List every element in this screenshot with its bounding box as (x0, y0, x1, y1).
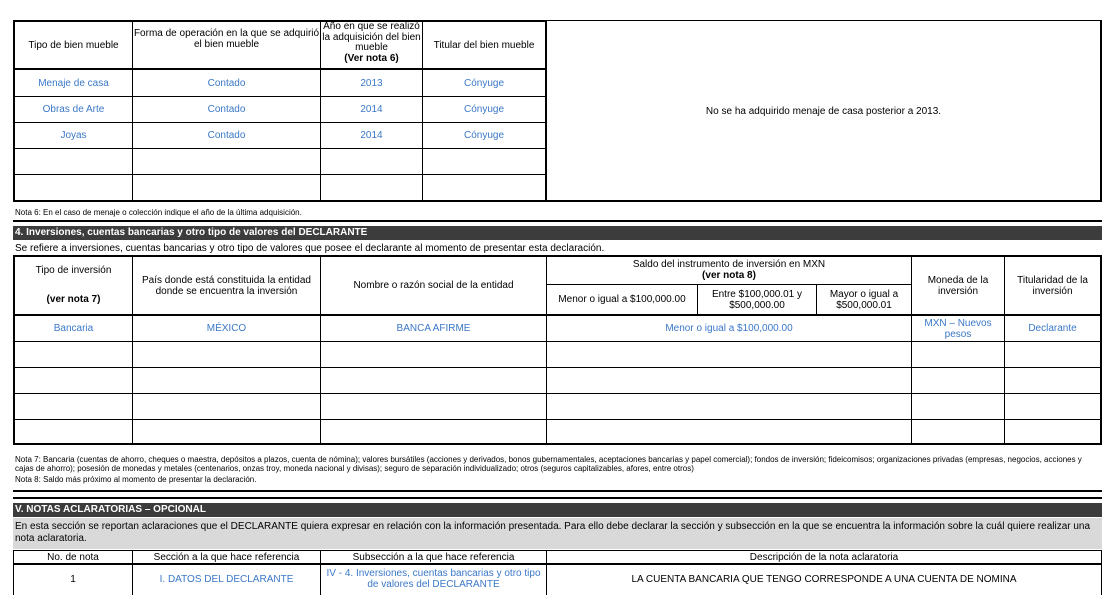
inversion-saldo: Menor o igual a $100,000.00 (665, 323, 793, 334)
nota-8: Nota 8: Saldo más próximo al momento de presentar la declaración. (15, 475, 257, 484)
header-nombre-entidad: Nombre o razón social de la entidad (353, 280, 514, 291)
inversion-moneda: MXN – Nuevos pesos (924, 317, 992, 340)
bien-row-1-tipo: Menaje de casa (38, 77, 109, 89)
bien-row-3-tipo: Joyas (60, 130, 87, 141)
header-saldo: Saldo del instrumento de inversión en MXN (ver nota 8) (632, 259, 826, 281)
bien-row-2-tipo: Obras de Arte (42, 104, 105, 115)
header-tipo-bien: Tipo de bien mueble (28, 39, 119, 51)
bien-row-3-forma: Contado (207, 130, 246, 141)
inversiones-description: Se refiere a inversiones, cuentas bancarias y otro tipo de valores que posee el declarante al momento de presentar esta declaración. (15, 243, 605, 254)
nota-descripcion: LA CUENTA BANCARIA QUE TENGO CORRESPONDE A UNA CUENTA DE NOMINA (631, 573, 1017, 585)
header-anio: Año en que se realizó la adquisición del bien mueble (Ver nota 6) (322, 21, 421, 64)
inversion-tipo: Bancaria (53, 323, 94, 334)
header-forma-operacion: Forma de operación en la que se adquirió el bien mueble (133, 28, 320, 50)
bien-row-2-forma: Contado (207, 104, 246, 115)
header-titularidad: Titularidad de la inversión (1017, 274, 1088, 297)
bien-row-3-titular: Cónyuge (463, 130, 505, 141)
bien-row-1-anio: 2013 (360, 77, 383, 89)
header-saldo-entre: Entre $100,000.01 y $500,000.00 (711, 288, 803, 311)
inversiones-section-title: 4. Inversiones, cuentas bancarias y otro tipo de valores del DECLARANTE (13, 226, 1102, 240)
nota-7: Nota 7: Bancaria (cuentas de ahorro, cheques o maestra, depósitos a plazos, cuenta de nómina); valores bursátiles (acciones y derivados, bonos gubernamentales, aceptaciones bancarias y papel comercial); fondos de inversión; fideicomisos; organizaciones privadas (empresas, negocios, acciones y cajas de ahorro); posesión de monedas y metales (centenarios, onzas troy, moneda nacional y divisas); seguro de separación individualizado; otros (seguros capitalizables, afores, entre otros) (15, 455, 1082, 473)
notas-section-title: V. NOTAS ACLARATORIAS – OPCIONAL (13, 503, 1102, 517)
notas-description: En esta sección se reportan aclaraciones que el DECLARANTE quiera expresar en relación con la información presentada. Para ello debe declarar la sección y subsección en la que se encuentra la información sobre la cuál quiere realizar una nota aclaratoria. (13, 518, 1102, 549)
header-subseccion: Subsección a la que hace referencia (352, 551, 515, 563)
nota-subseccion: IV - 4. Inversiones, cuentas bancarias y otro tipo de valores del DECLARANTE (326, 568, 541, 590)
inversion-nombre: BANCA AFIRME (396, 323, 471, 334)
bien-row-3-anio: 2014 (360, 130, 383, 141)
header-moneda: Moneda de la inversión (927, 274, 989, 297)
bien-row-1-forma: Contado (207, 77, 246, 89)
header-tipo-inversion: Tipo de inversión (35, 265, 112, 276)
nota-6: Nota 6: En el caso de menaje o colección indique el año de la última adquisición. (15, 208, 302, 217)
nota-seccion: I. DATOS DEL DECLARANTE (159, 573, 294, 585)
nota-no: 1 (70, 573, 76, 585)
header-descripcion: Descripción de la nota aclaratoria (749, 551, 899, 563)
header-saldo-menor: Menor o igual a $100,000.00 (558, 294, 686, 305)
bienes-observacion: No se ha adquirido menaje de casa posterior a 2013. (705, 105, 942, 117)
bien-row-1-titular: Cónyuge (463, 77, 505, 89)
header-saldo-mayor: Mayor o igual a $500,000.01 (829, 288, 899, 311)
header-titular: Titular del bien mueble (433, 39, 535, 51)
bien-row-2-titular: Cónyuge (463, 104, 505, 115)
header-pais: País donde está constituida la entidad donde se encuentra la inversión (141, 274, 311, 297)
header-tipo-inversion-nota: (ver nota 7) (46, 294, 101, 305)
inversion-pais: MÉXICO (206, 323, 247, 334)
header-no-nota: No. de nota (47, 551, 99, 563)
inversion-titularidad: Declarante (1028, 323, 1077, 334)
header-seccion: Sección a la que hace referencia (153, 551, 300, 563)
bien-row-2-anio: 2014 (360, 104, 383, 115)
